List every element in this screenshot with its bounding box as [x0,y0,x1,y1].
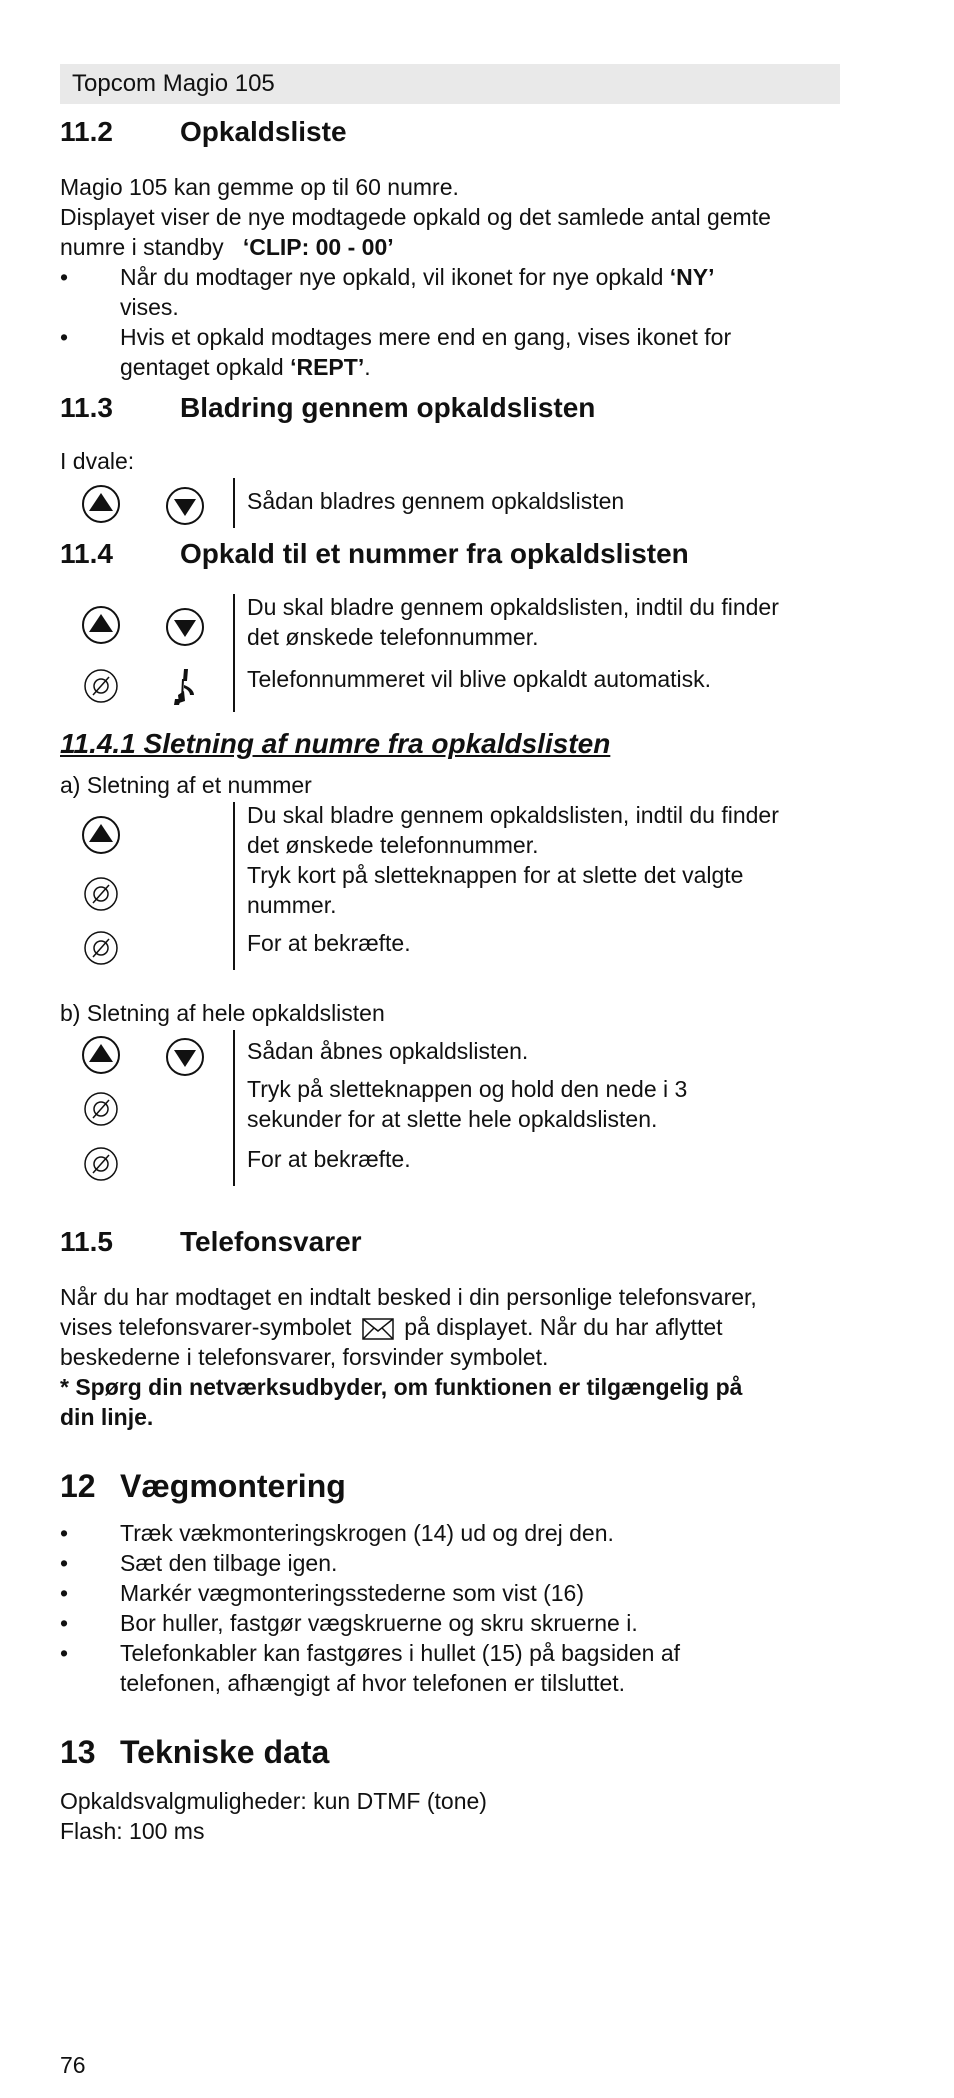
list-item: • Træk vækmonteringskrogen (14) ud og drej den. [60,1520,614,1546]
divider [233,478,235,528]
step-text: Tryk på sletteknappen og hold den nede i 3 sekunder for at slette hele opkaldslisten. [247,1076,688,1132]
heading-11-4: 11.4 Opkald til et nummer fra opkaldslisten [60,538,689,569]
step-text: Tryk kort på sletteknappen for at slette det valgte nummer. [247,862,744,918]
list-item: • Når du modtager nye opkald, vil ikonet for nye opkald ‘NY’ vises. [60,264,715,320]
header-title: Topcom Magio 105 [72,70,275,97]
heading-13: 13 Tekniske data [60,1734,330,1770]
up-arrow-button-icon [81,605,121,645]
up-arrow-button-icon [81,815,121,855]
talk-key-icon [170,665,200,707]
heading-11-2: 11.2 Opkaldsliste [60,116,347,147]
step-text: Sådan bladres gennem opkaldslisten [247,488,625,514]
paragraph: Opkaldsvalgmuligheder: kun DTMF (tone) [60,1788,487,1814]
paragraph: beskederne i telefonsvarer, forsvinder symbolet. [60,1344,549,1370]
divider [233,802,235,970]
divider [233,594,235,712]
divider [233,1030,235,1186]
list-item: • Telefonkabler kan fastgøres i hullet (15) på bagsiden af telefonen, afhængigt af hvor telefonen er tilsluttet. [60,1640,680,1696]
down-arrow-button-icon [165,486,205,526]
delete-button-icon [83,876,119,912]
paragraph: vises telefonsvarer-symbolet på displayet. Når du har aflyttet [60,1314,723,1340]
envelope-icon [362,1317,394,1341]
step-text: Du skal bladre gennem opkaldslisten, indtil du finder det ønskede telefonnummer. [247,802,779,858]
paragraph: Flash: 100 ms [60,1818,205,1844]
heading-11-5: 11.5 Telefonsvarer [60,1226,362,1257]
note: din linje. [60,1404,154,1430]
down-arrow-button-icon [165,607,205,647]
paragraph: Displayet viser de nye modtagede opkald og det samlede antal gemte [60,204,771,230]
note: * Spørg din netværksudbyder, om funktionen er tilgængelig på [60,1374,743,1400]
step-text: For at bekræfte. [247,930,411,956]
paragraph: a) Sletning af et nummer [60,772,312,798]
paragraph: Når du har modtaget en indtalt besked i din personlige telefonsvarer, [60,1284,757,1310]
down-arrow-button-icon [165,1037,205,1077]
delete-button-icon [83,1146,119,1182]
step-text: Sådan åbnes opkaldslisten. [247,1038,529,1064]
heading-12: 12 Vægmontering [60,1468,346,1504]
list-item: • Sæt den tilbage igen. [60,1550,338,1576]
up-arrow-button-icon [81,1035,121,1075]
list-item: • Hvis et opkald modtages mere end en gang, vises ikonet for gentaget opkald ‘REPT’. [60,324,732,380]
paragraph: b) Sletning af hele opkaldslisten [60,1000,385,1026]
up-arrow-button-icon [81,484,121,524]
page-header [60,64,840,104]
step-text: For at bekræfte. [247,1146,411,1172]
heading-11-3: 11.3 Bladring gennem opkaldslisten [60,392,596,423]
delete-button-icon [83,1091,119,1127]
list-item: • Bor huller, fastgør vægskruerne og skru skruerne i. [60,1610,638,1636]
delete-button-icon [83,930,119,966]
paragraph: I dvale: [60,448,135,474]
list-item: • Markér vægmonteringsstederne som vist (16) [60,1580,584,1606]
subheading-11-4-1: 11.4.1 Sletning af numre fra opkaldslisten [60,728,611,759]
paragraph: numre i standby ‘CLIP: 00 - 00’ [60,234,394,260]
page-number: 76 [60,2052,86,2078]
step-text: Du skal bladre gennem opkaldslisten, indtil du finder det ønskede telefonnummer. [247,594,779,650]
paragraph: Magio 105 kan gemme op til 60 numre. [60,174,459,200]
delete-button-icon [83,668,119,704]
step-text: Telefonnummeret vil blive opkaldt automatisk. [247,666,712,692]
